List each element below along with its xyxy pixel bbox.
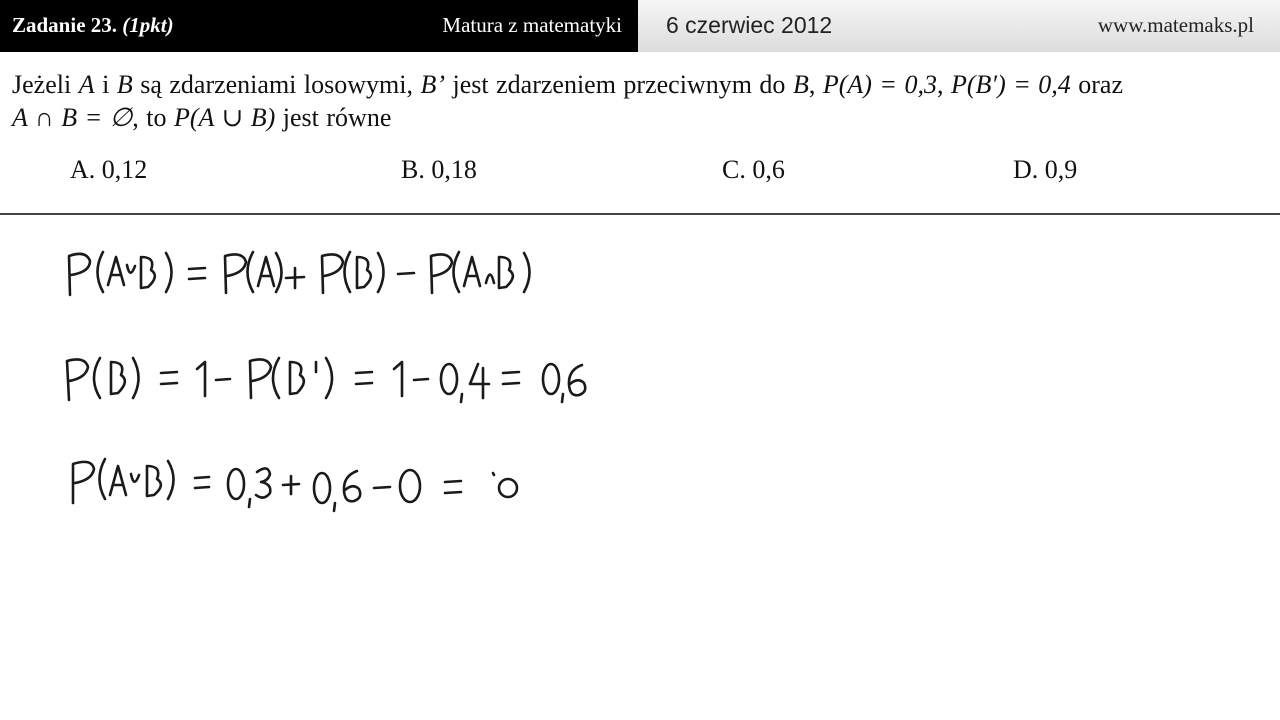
math-union: P(A ∪ B) [174, 103, 276, 132]
task-text: , [936, 70, 951, 99]
task-title [12, 13, 174, 38]
task-text: Jeżeli [12, 70, 72, 99]
math-var-b: B [792, 70, 809, 99]
site-url: www.matemaks.pl [1097, 13, 1254, 37]
math-var-b: B [116, 70, 133, 99]
hw-line-2 [67, 358, 585, 402]
task-text: oraz [1070, 70, 1124, 99]
header-right-panel [638, 0, 1280, 52]
answer-option-d[interactable]: D. 0,9 [1013, 155, 1078, 184]
math-prob-a: P(A) = 0,3 [822, 70, 937, 99]
task-points: (1pkt) [122, 13, 174, 37]
task-text: , to [132, 103, 174, 132]
math-prob-b-prime: P(B′) = 0,4 [950, 70, 1071, 99]
task-text: , [808, 70, 823, 99]
exam-date: 6 czerwiec 2012 [666, 12, 833, 38]
task-text: są zdarzeniami losowymi, [132, 70, 421, 99]
handwriting-canvas [0, 216, 1280, 720]
task-statement [12, 68, 1274, 134]
task-text: jest zdarzeniem przeciwnym do [445, 70, 793, 99]
math-var-b-prime: B’ [420, 70, 446, 99]
task-text: i [94, 70, 117, 99]
course-title: Matura z matematyki [442, 13, 622, 37]
hw-line-1 [69, 252, 530, 295]
handwritten-solution [0, 216, 1280, 720]
task-text: jest równe [275, 103, 392, 132]
header-bar [0, 0, 1280, 52]
answer-option-a[interactable]: A. 0,12 [70, 155, 148, 184]
math-var-a: A [78, 70, 95, 99]
answer-option-c[interactable]: C. 0,6 [722, 155, 785, 184]
answer-option-b[interactable]: B. 0,18 [401, 155, 477, 184]
separator-line [0, 213, 1280, 215]
task-number: Zadanie 23. [12, 13, 118, 37]
hw-line-3 [73, 459, 517, 511]
math-intersection: A ∩ B = ∅ [12, 103, 133, 132]
header-left-panel [0, 0, 638, 52]
